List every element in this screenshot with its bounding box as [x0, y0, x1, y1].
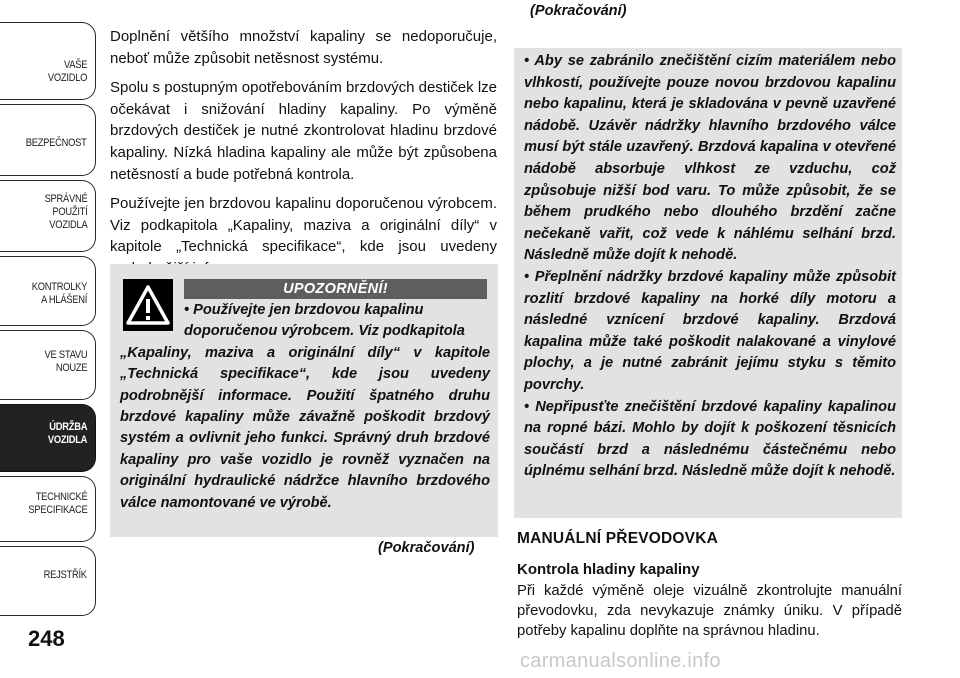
tab-label: VE STAVU NOUZE [44, 349, 87, 374]
warning-text [120, 300, 490, 514]
tab-label: TECHNICKÉ SPECIFIKACE [27, 491, 87, 516]
page-number: 248 [28, 626, 65, 651]
tab-bezpecnost[interactable] [0, 104, 96, 176]
chapter-sidebar [0, 0, 98, 678]
tab-label: SPRÁVNÉ POUŽITÍ VOZIDLA [44, 193, 87, 231]
tab-kontrolky[interactable] [0, 256, 96, 326]
tab-vase-vozidlo[interactable] [0, 22, 96, 100]
tab-label: KONTROLKY A HLÁŠENÍ [31, 281, 87, 306]
tab-rejstrik[interactable] [0, 546, 96, 616]
tab-label: VAŠE VOZIDLO [47, 59, 87, 84]
tab-spravne-pouziti[interactable] [0, 180, 96, 252]
watermark: carmanualsonline.info [520, 650, 721, 672]
warning-body: „Kapaliny, maziva a originální díly“ v kapitole „Technická specifikace“, kde jsou uvedeny podrobnější informace. Použití špatného druhu brzdové kapaliny může závažně poškodit brzdový systém a ovlivnit jeho funkci. Správný druh brzdové kapaliny pro vaše vozidlo je rovněž vyznačen na originální hydraulické nádržce hlavního brzdového válce namontované ve výrobě. [120, 344, 490, 511]
tab-udrzba-vozidla[interactable] [0, 404, 96, 472]
warning-continuation-text [524, 51, 896, 483]
section-subheading: Kontrola hladiny kapaliny [517, 561, 700, 578]
tab-label: ÚDRŽBA VOZIDLA [47, 421, 87, 446]
paragraph: Spolu s postupným opotřebováním brzdových destiček lze očekávat i snižování hladiny kapaliny. Po výměně brzdových destiček je nutné zkontrolovat hladinu brzdové kapaliny. Nízká hladina kapaliny ale může být způsobena netěsností a bude potřebná kontrola. [110, 79, 497, 183]
section-heading: MANUÁLNÍ PŘEVODOVKA [517, 530, 719, 547]
paragraph: Doplnění většího množství kapaliny se nedoporučuje, neboť může způsobit netěsnost systému. [110, 28, 497, 67]
bullet-item: • Přeplnění nádržky brzdové kapaliny může způsobit rozlití brzdové kapaliny na horké díly motoru a následné vznícení brzdové kapaliny. Brzdová kapalina může také poškodit nalakované a vinylové plochy, a je nutné zabránit jejímu styku s těmito povrchy. [524, 268, 896, 393]
tab-ve-stavu-nouze[interactable] [0, 330, 96, 400]
continued-label: (Pokračování) [530, 3, 627, 19]
continued-label: (Pokračování) [378, 540, 475, 556]
bullet-item: • Nepřipusťte znečištění brzdové kapaliny kapalinou na ropné bázi. Mohlo by dojít k poškození těsnicích součástí brzd a následnému částečnému nebo úplnému selhání brzd. Následně může dojít k nehodě. [524, 398, 896, 480]
warning-title: UPOZORNĚNÍ! [184, 279, 487, 299]
tab-technicke-specifikace[interactable] [0, 476, 96, 542]
warning-line: doporučenou výrobcem. Viz podkapitola [184, 323, 465, 340]
warning-line: • Používejte jen brzdovou kapalinu [184, 302, 424, 318]
paragraph: Používejte jen brzdovou kapalinu doporučenou výrobcem. Viz podkapitola „Kapaliny, maziva a originální díly“ v kapitole „Technická specifikace“, kde jsou uvedeny [110, 195, 497, 256]
section-body: Při každé výměně oleje vizuálně zkontrolujte manuální převodovku, zda nevykazuje známky úniku. V případě potřeby kapalinu doplňte na správnou hladinu. [517, 583, 902, 639]
tab-label: BEZPEČNOST [26, 137, 87, 149]
left-column [110, 26, 497, 288]
bullet-item: • Aby se zabránilo znečištění cizím materiálem nebo vlhkostí, používejte pouze novou brzdovou kapalinu nebo kapalinu, která je skladována v pevně uzavřené nádobě. Uzávěr nádržky hlavního brzdového válce musí být stále uzavřený. Brzdová kapalina v otevřené nádobě absorbuje vlhkost ze vzduchu, což způsobuje nižší bod varu. To může způsobit, že se během prudkého nebo dlouhého brzdění začne nečekaně vařit, což vede k náhlému selhání brzd. Následně může dojít k nehodě. [524, 53, 896, 264]
tab-label: REJSTŘÍK [43, 569, 87, 581]
